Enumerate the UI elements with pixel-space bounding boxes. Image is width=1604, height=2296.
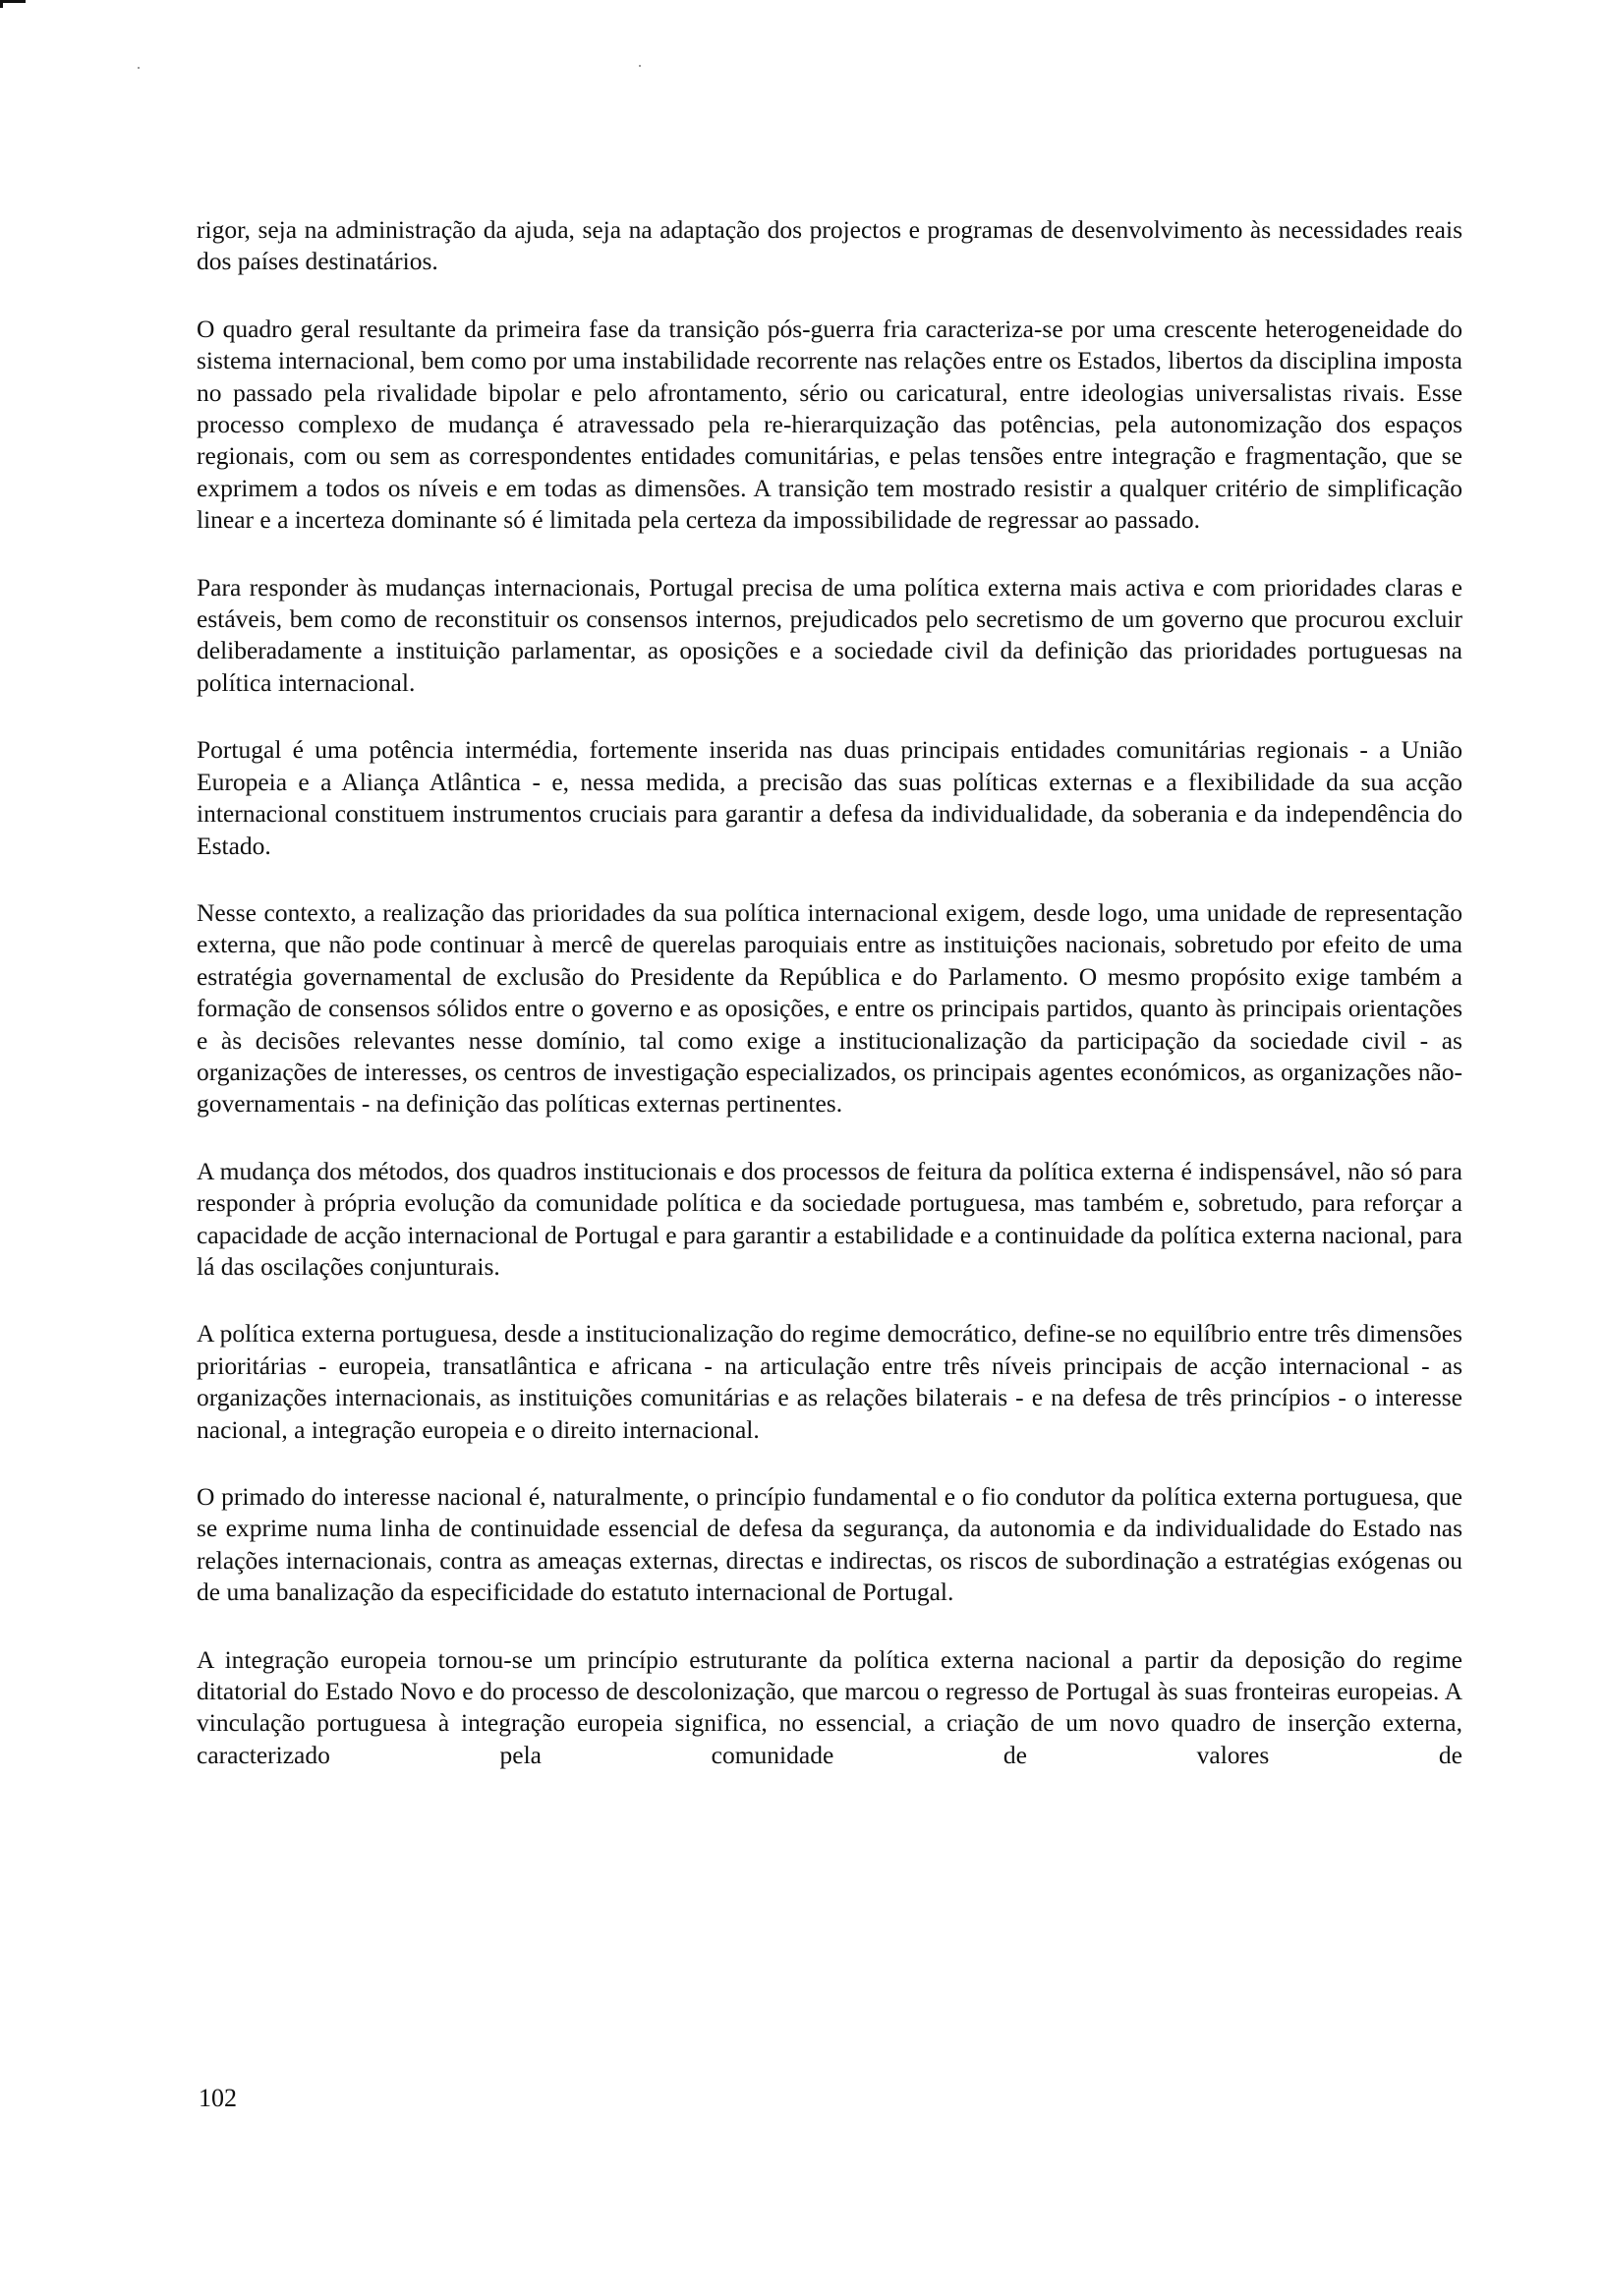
scan-speck	[639, 65, 641, 67]
document-body	[197, 214, 1462, 1807]
paragraph: O quadro geral resultante da primeira fase da transição pós-guerra fria caracteriza-se por uma crescente heterogeneidade do sistema internacional, bem como por uma instabilidade recorrente nas relações entre os Estados, libertos da disciplina imposta no passado pela rivalidade bipolar e pelo afrontamento, sério ou caricatural, entre ideologias universalistas rivais. Esse processo complexo de mudança é atravessado pela re-hierarquização das potências, pela autonomização dos espaços regionais, com ou sem as correspondentes entidades comunitárias, e pelas tensões entre integração e fragmentação, que se exprimem a todos os níveis e em todas as dimensões. A transição tem mostrado resistir a qualquer critério de simplificação linear e a incerteza dominante só é limitada pela certeza da impossibilidade de regressar ao passado.	[197, 314, 1462, 535]
scan-corner-mark	[0, 0, 3, 8]
page-number: 102	[199, 2084, 237, 2112]
paragraph: A integração europeia tornou-se um princípio estruturante da política externa nacional a partir da deposição do regime ditatorial do Estado Novo e do processo de descolonização, que marcou o regresso de Portugal às suas fronteiras europeias. A vinculação portuguesa à integração europeia significa, no essencial, a criação de um novo quadro de inserção externa, caracterizado pela comunidade de valores de	[197, 1644, 1462, 1769]
paragraph: Nesse contexto, a realização das prioridades da sua política internacional exigem, desde logo, uma unidade de representação externa, que não pode continuar à mercê de querelas paroquiais entre as instituições nacionais, sobretudo por efeito de uma estratégia governamental de exclusão do Presidente da República e do Parlamento. O mesmo propósito exige também a formação de consensos sólidos entre o governo e as oposições, e entre os principais partidos, quanto às principais orientações e às decisões relevantes nesse domínio, tal como exige a institucionalização da participação da sociedade civil - as organizações de interesses, os centros de investigação especializados, os principais agentes económicos, as organizações não-governamentais - na definição das políticas externas pertinentes.	[197, 897, 1462, 1119]
paragraph: O primado do interesse nacional é, naturalmente, o princípio fundamental e o fio condutor da política externa portuguesa, que se exprime numa linha de continuidade essencial de defesa da segurança, da autonomia e da individualidade do Estado nas relações internacionais, contra as ameaças externas, directas e indirectas, os riscos de subordinação a estratégias exógenas ou de uma banalização da especificidade do estatuto internacional de Portugal.	[197, 1482, 1462, 1607]
paragraph: Para responder às mudanças internacionais, Portugal precisa de uma política externa mais activa e com prioridades claras e estáveis, bem como de reconstituir os consensos internos, prejudicados pelo secretismo de um governo que procurou excluir deliberadamente a instituição parlamentar, as oposições e a sociedade civil da definição das prioridades portuguesas na política internacional.	[197, 572, 1462, 697]
paragraph: A mudança dos métodos, dos quadros institucionais e dos processos de feitura da política externa é indispensável, não só para responder à própria evolução da comunidade política e da sociedade portuguesa, mas também e, sobretudo, para reforçar a capacidade de acção internacional de Portugal e para garantir a estabilidade e a continuidade da política externa nacional, para lá das oscilações conjunturais.	[197, 1156, 1462, 1281]
paragraph: rigor, seja na administração da ajuda, seja na adaptação dos projectos e programas de desenvolvimento às necessidades reais dos países destinatários.	[197, 215, 1462, 276]
paragraph: A política externa portuguesa, desde a institucionalização do regime democrático, define-se no equilíbrio entre três dimensões prioritárias - europeia, transatlântica e africana - na articulação entre três níveis principais de acção internacional - as organizações internacionais, as instituições comunitárias e as relações bilaterais - e na defesa de três princípios - o interesse nacional, a integração europeia e o direito internacional.	[197, 1319, 1462, 1444]
scan-speck	[138, 67, 140, 69]
scan-corner-mark	[0, 0, 26, 3]
paragraph: Portugal é uma potência intermédia, fortemente inserida nas duas principais entidades comunitárias regionais - a União Europeia e a Aliança Atlântica - e, nessa medida, a precisão das suas políticas externas e a flexibilidade da sua acção internacional constituem instrumentos cruciais para garantir a defesa da individualidade, da soberania e da independência do Estado.	[197, 735, 1462, 860]
